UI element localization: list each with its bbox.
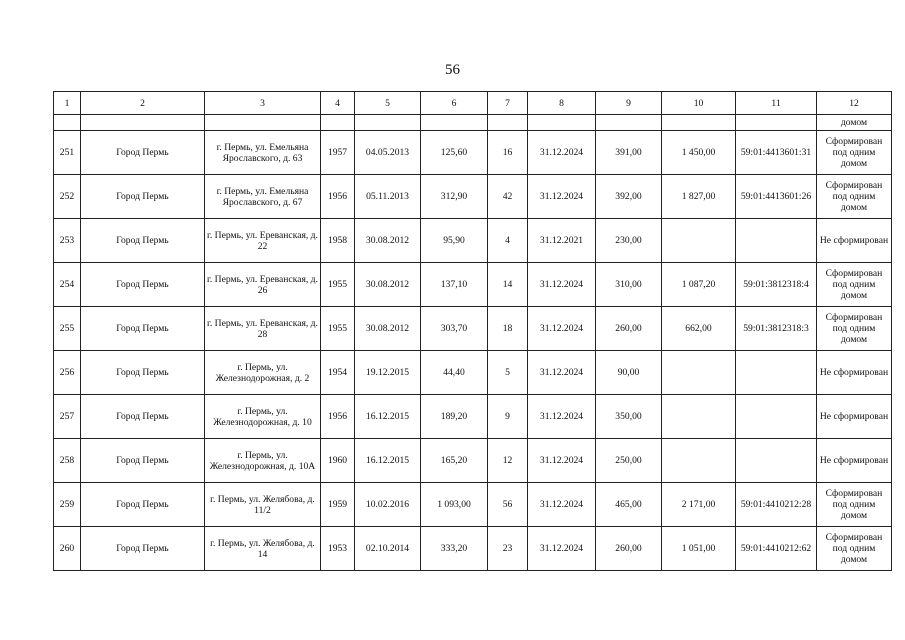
table-cell: 42 [488, 175, 528, 219]
table-cell: 9 [488, 395, 528, 439]
table-cell [662, 115, 736, 131]
table-cell: Сформирован под одним домом [817, 175, 892, 219]
table-cell: 1 827,00 [662, 175, 736, 219]
table-cell: 230,00 [596, 219, 662, 263]
table-cell: 189,20 [421, 395, 488, 439]
table-cell: 59:01:4413601:31 [736, 131, 817, 175]
table-cell: 303,70 [421, 307, 488, 351]
column-header-7: 7 [488, 92, 528, 115]
table-row [54, 263, 892, 307]
table-cell [596, 115, 662, 131]
table-cell: 1955 [321, 263, 355, 307]
table-cell: г. Пермь, ул. Ереванская, д. 22 [205, 219, 321, 263]
table-row [54, 131, 892, 175]
column-header-4: 4 [321, 92, 355, 115]
table-cell: 31.12.2024 [528, 351, 596, 395]
table-cell: 31.12.2024 [528, 527, 596, 571]
table-cell [81, 115, 205, 131]
table-cell: 391,00 [596, 131, 662, 175]
table-cell [662, 351, 736, 395]
table-body [54, 92, 892, 571]
table-cell: Город Пермь [81, 263, 205, 307]
header-row [54, 92, 892, 115]
column-header-10: 10 [662, 92, 736, 115]
table-cell: 44,40 [421, 351, 488, 395]
table-cell: 30.08.2012 [355, 307, 421, 351]
table-cell: 260,00 [596, 307, 662, 351]
table-cell: 333,20 [421, 527, 488, 571]
table-cell: Город Пермь [81, 307, 205, 351]
table-cell: 165,20 [421, 439, 488, 483]
table-cell: 59:01:4410212:28 [736, 483, 817, 527]
column-header-1: 1 [54, 92, 81, 115]
column-header-8: 8 [528, 92, 596, 115]
table-cell: г. Пермь, ул. Желябова, д. 11/2 [205, 483, 321, 527]
table-row [54, 175, 892, 219]
table-cell: 2 171,00 [662, 483, 736, 527]
table-cell: 31.12.2024 [528, 175, 596, 219]
table-cell: Не сформирован [817, 439, 892, 483]
table-cell: Не сформирован [817, 219, 892, 263]
table-cell: 18 [488, 307, 528, 351]
table-cell: 465,00 [596, 483, 662, 527]
table-cell: 30.08.2012 [355, 219, 421, 263]
table-cell: Город Пермь [81, 395, 205, 439]
register-table [53, 91, 892, 571]
table-cell: 16.12.2015 [355, 395, 421, 439]
table-cell [528, 115, 596, 131]
table-cell: 31.12.2021 [528, 219, 596, 263]
table-row [54, 395, 892, 439]
table-cell: 1953 [321, 527, 355, 571]
table-cell: 59:01:4413601:26 [736, 175, 817, 219]
table-cell: 4 [488, 219, 528, 263]
table-cell: 04.05.2013 [355, 131, 421, 175]
table-cell: Город Пермь [81, 483, 205, 527]
table-cell: 10.02.2016 [355, 483, 421, 527]
table-cell: 5 [488, 351, 528, 395]
table-cell: 1956 [321, 175, 355, 219]
table-cell: 350,00 [596, 395, 662, 439]
table-cell: Сформирован под одним домом [817, 263, 892, 307]
continuation-row [54, 115, 892, 131]
table-cell: 257 [54, 395, 81, 439]
table-cell: 310,00 [596, 263, 662, 307]
table-cell: 59:01:3812318:3 [736, 307, 817, 351]
table-cell [205, 115, 321, 131]
table-cell: 1960 [321, 439, 355, 483]
table-cell: 12 [488, 439, 528, 483]
table-cell: 1956 [321, 395, 355, 439]
table-cell: Сформирован под одним домом [817, 527, 892, 571]
table-cell: 1 450,00 [662, 131, 736, 175]
table-cell: 253 [54, 219, 81, 263]
table-cell: Не сформирован [817, 351, 892, 395]
column-header-11: 11 [736, 92, 817, 115]
table-cell: Город Пермь [81, 439, 205, 483]
table-cell [736, 439, 817, 483]
table-cell: 125,60 [421, 131, 488, 175]
table-row [54, 527, 892, 571]
table-cell [321, 115, 355, 131]
table-cell: Город Пермь [81, 527, 205, 571]
table-cell [662, 219, 736, 263]
table-cell: г. Пермь, ул. Емельяна Ярославского, д. 63 [205, 131, 321, 175]
table-cell: 252 [54, 175, 81, 219]
table-cell: 392,00 [596, 175, 662, 219]
table-cell: 251 [54, 131, 81, 175]
table-cell: 1 087,20 [662, 263, 736, 307]
table-cell: 137,10 [421, 263, 488, 307]
table-cell: 662,00 [662, 307, 736, 351]
table-cell: домом [817, 115, 892, 131]
table-cell [736, 351, 817, 395]
table-cell: 19.12.2015 [355, 351, 421, 395]
table-cell: 258 [54, 439, 81, 483]
table-cell: г. Пермь, ул. Железнодорожная, д. 2 [205, 351, 321, 395]
table-cell: 31.12.2024 [528, 439, 596, 483]
column-header-12: 12 [817, 92, 892, 115]
table-cell: Сформирован под одним домом [817, 131, 892, 175]
table-cell: Город Пермь [81, 131, 205, 175]
table-cell [736, 395, 817, 439]
table-cell: 30.08.2012 [355, 263, 421, 307]
table-row [54, 219, 892, 263]
table-cell [662, 395, 736, 439]
table-cell: 260 [54, 527, 81, 571]
table-cell: 1957 [321, 131, 355, 175]
table-cell: 1 051,00 [662, 527, 736, 571]
table-cell: Город Пермь [81, 351, 205, 395]
table-cell: 31.12.2024 [528, 131, 596, 175]
table-cell: 31.12.2024 [528, 483, 596, 527]
table-cell: г. Пермь, ул. Железнодорожная, д. 10 [205, 395, 321, 439]
table-cell: Сформирован под одним домом [817, 307, 892, 351]
table-cell: 1958 [321, 219, 355, 263]
table-row [54, 483, 892, 527]
column-header-2: 2 [81, 92, 205, 115]
table-row [54, 351, 892, 395]
table-cell: 256 [54, 351, 81, 395]
table-cell [421, 115, 488, 131]
table-row [54, 307, 892, 351]
table-cell [488, 115, 528, 131]
table-cell: 16.12.2015 [355, 439, 421, 483]
table-cell [736, 219, 817, 263]
table-cell [355, 115, 421, 131]
table-cell: 59:01:3812318:4 [736, 263, 817, 307]
table-cell: 16 [488, 131, 528, 175]
table-cell [736, 115, 817, 131]
table-cell: 23 [488, 527, 528, 571]
table-cell: Город Пермь [81, 175, 205, 219]
column-header-5: 5 [355, 92, 421, 115]
table-cell: г. Пермь, ул. Ереванская, д. 26 [205, 263, 321, 307]
table-cell: 14 [488, 263, 528, 307]
table-cell: 1954 [321, 351, 355, 395]
table-cell: Сформирован под одним домом [817, 483, 892, 527]
column-header-9: 9 [596, 92, 662, 115]
table-cell: г. Пермь, ул. Ереванская, д. 28 [205, 307, 321, 351]
table-cell: Город Пермь [81, 219, 205, 263]
table-cell: 250,00 [596, 439, 662, 483]
column-header-6: 6 [421, 92, 488, 115]
table-cell: 312,90 [421, 175, 488, 219]
table-cell [662, 439, 736, 483]
table-cell: 260,00 [596, 527, 662, 571]
table-cell: 31.12.2024 [528, 307, 596, 351]
table-cell: Не сформирован [817, 395, 892, 439]
table-row [54, 439, 892, 483]
table-cell: г. Пермь, ул. Емельяна Ярославского, д. 67 [205, 175, 321, 219]
table-cell: 90,00 [596, 351, 662, 395]
page-number: 56 [445, 62, 460, 78]
table-cell: г. Пермь, ул. Железнодорожная, д. 10А [205, 439, 321, 483]
table-cell: 255 [54, 307, 81, 351]
table-cell: 59:01:4410212:62 [736, 527, 817, 571]
table-cell: 259 [54, 483, 81, 527]
table-cell: 56 [488, 483, 528, 527]
table-cell: 05.11.2013 [355, 175, 421, 219]
column-header-3: 3 [205, 92, 321, 115]
table-cell: 1 093,00 [421, 483, 488, 527]
table-cell [54, 115, 81, 131]
table-cell: 1959 [321, 483, 355, 527]
table-cell: 1955 [321, 307, 355, 351]
table-cell: 254 [54, 263, 81, 307]
table-cell: 31.12.2024 [528, 263, 596, 307]
table-cell: 95,90 [421, 219, 488, 263]
table-cell: 31.12.2024 [528, 395, 596, 439]
table-cell: г. Пермь, ул. Желябова, д. 14 [205, 527, 321, 571]
table-cell: 02.10.2014 [355, 527, 421, 571]
